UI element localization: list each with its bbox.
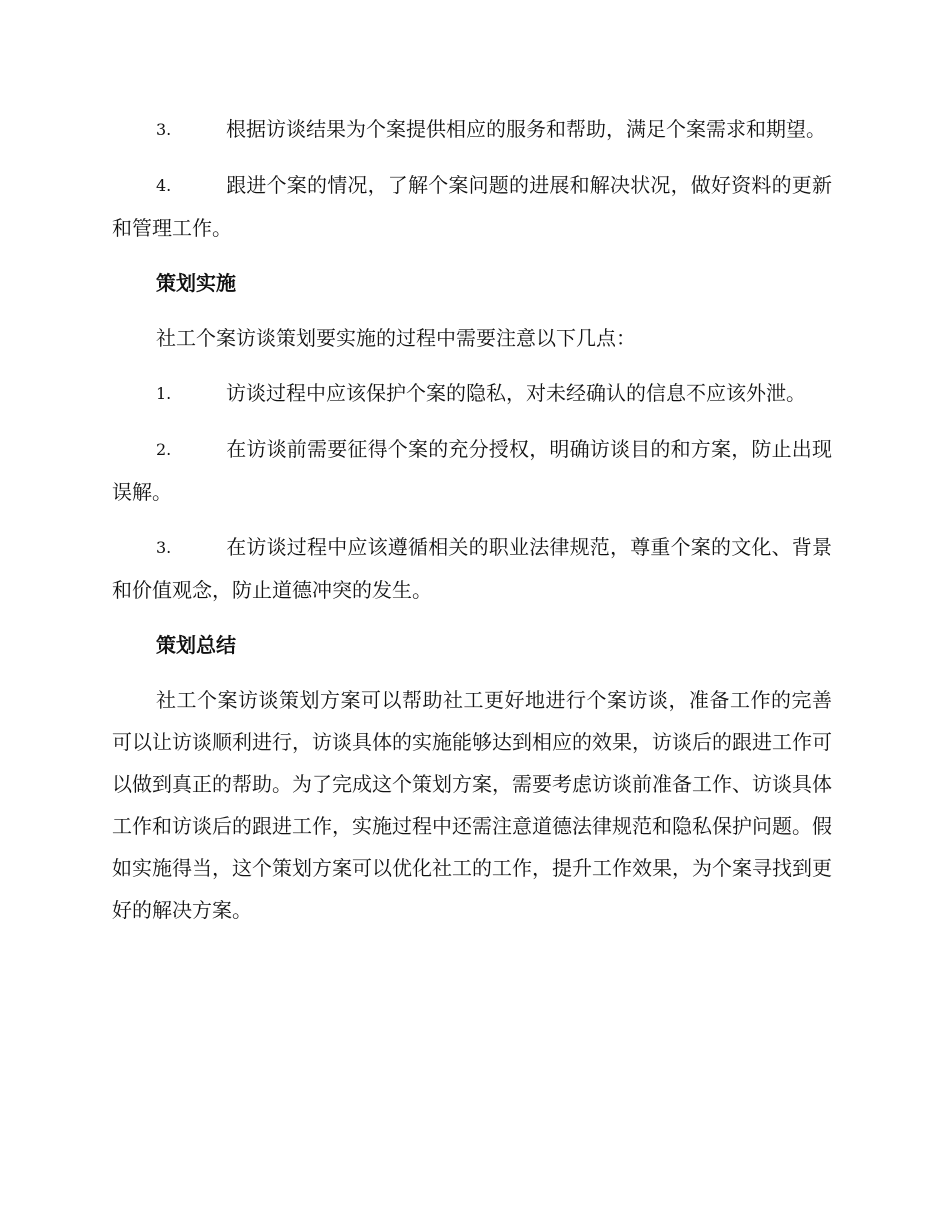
list-item-text: 跟进个案的情况，了解个案问题的进展和解决状况，做好资料的更新和管理工作。 <box>112 173 832 240</box>
section-heading-implementation: 策划实施 <box>156 271 236 295</box>
section-intro: 社工个案访谈策划要实施的过程中需要注意以下几点： <box>156 326 636 350</box>
list-item-number: 4. <box>156 176 172 195</box>
list-item-number: 3. <box>156 538 172 557</box>
list-item-number: 1. <box>156 384 172 403</box>
summary-paragraph: 社工个案访谈策划方案可以帮助社工更好地进行个案访谈，准备工作的完善可以让访谈顺利进行，访谈具体的实施能够达到相应的效果，访谈后的跟进工作可以做到真正的帮助。为了完成这个策划方案，需要考虑访谈前准备工作、访谈具体工作和访谈后的跟进工作，实施过程中还需注意道德法律规范和隐私保护问题。假如实施得当，这个策划方案可以优化社工的工作，提升工作效果，为个案寻找到更好的解决方案。 <box>112 688 832 922</box>
document-body <box>112 108 832 944</box>
list-item <box>112 428 832 513</box>
list-item-text: 在访谈前需要征得个案的充分授权，明确访谈目的和方案，防止出现误解。 <box>112 437 832 504</box>
list-item <box>112 164 832 249</box>
list-item <box>112 526 832 611</box>
list-item-text: 在访谈过程中应该遵循相关的职业法律规范，尊重个案的文化、背景和价值观念，防止道德冲突的发生。 <box>112 535 832 602</box>
section-heading-summary: 策划总结 <box>156 633 236 657</box>
list-item-text: 访谈过程中应该保护个案的隐私，对未经确认的信息不应该外泄。 <box>226 381 806 405</box>
list-item-text: 根据访谈结果为个案提供相应的服务和帮助，满足个案需求和期望。 <box>226 117 826 141</box>
list-item <box>112 372 832 415</box>
list-item-number: 3. <box>156 120 172 139</box>
list-item <box>112 108 832 151</box>
list-item-number: 2. <box>156 440 172 459</box>
